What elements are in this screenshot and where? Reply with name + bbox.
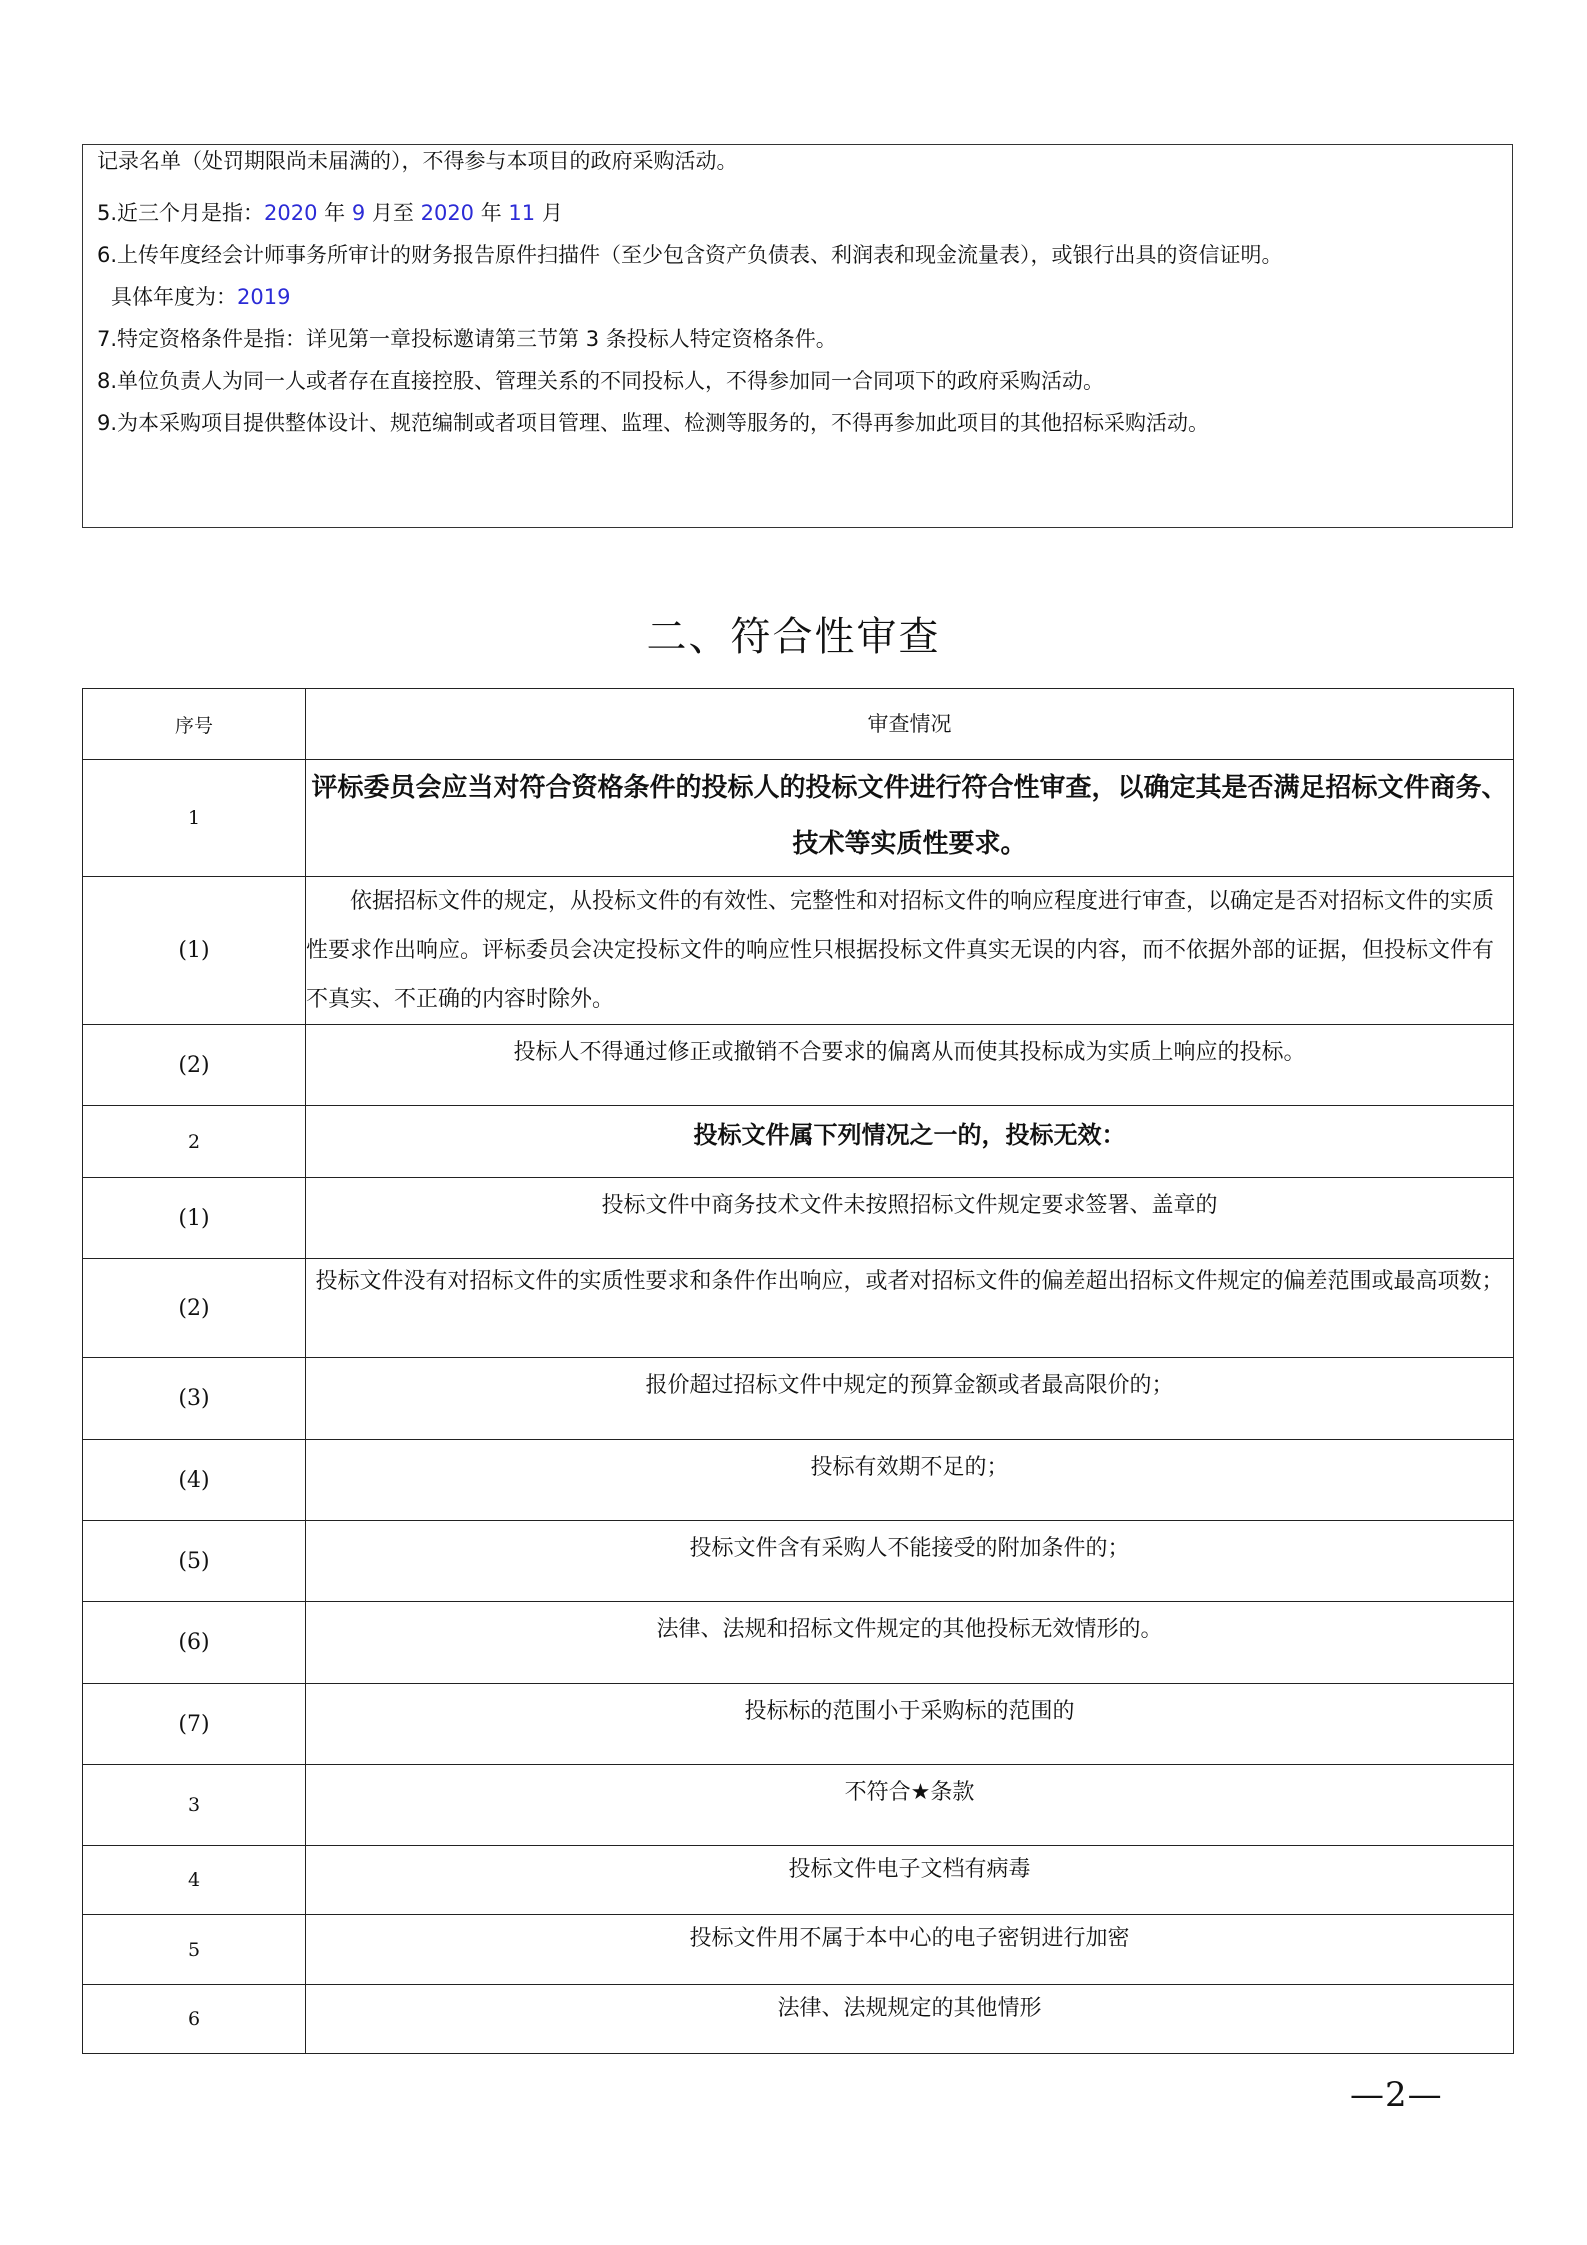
row-content: 法律、法规和招标文件规定的其他投标无效情形的。	[306, 1602, 1514, 1684]
table-row	[83, 1358, 1514, 1440]
fiscal-year-label: 具体年度为：	[111, 285, 237, 309]
row-num: 1	[83, 760, 306, 877]
note-line-design-service: 9.为本采购项目提供整体设计、规范编制或者项目管理、监理、检测等服务的，不得再参加此项目的其他招标采购活动。	[97, 411, 1210, 435]
fiscal-year-value: 2019	[237, 285, 291, 309]
year-word-2: 年	[474, 201, 509, 225]
row-num: (2)	[83, 1259, 306, 1358]
row-content: 投标有效期不足的；	[306, 1440, 1514, 1521]
table-row	[83, 1259, 1514, 1358]
row-content: 报价超过招标文件中规定的预算金额或者最高限价的；	[306, 1358, 1514, 1440]
section-title: 二、符合性审查	[646, 614, 941, 660]
row-content: 投标文件中商务技术文件未按照招标文件规定要求签署、盖章的	[306, 1178, 1514, 1259]
row-num: (3)	[83, 1358, 306, 1440]
row-num: (5)	[83, 1521, 306, 1602]
row-num: (1)	[83, 877, 306, 1025]
row-num: 6	[83, 1985, 306, 2054]
row-content: 投标文件属下列情况之一的，投标无效：	[306, 1106, 1514, 1178]
note-line-recent-three-months	[97, 199, 563, 227]
row-num: (2)	[83, 1025, 306, 1106]
note-line-special-qualification: 7.特定资格条件是指：详见第一章投标邀请第三节第 3 条投标人特定资格条件。	[97, 327, 837, 351]
table-row	[83, 1985, 1514, 2054]
row-content: 依据招标文件的规定，从投标文件的有效性、完整性和对招标文件的响应程度进行审查，以确定是否对招标文件的实质性要求作出响应。评标委员会决定投标文件的响应性只根据投标文件真实无误的内容，而不依据外部的证据，但投标文件有不真实、不正确的内容时除外。	[306, 877, 1514, 1025]
row-num: (6)	[83, 1602, 306, 1684]
from-year: 2020	[264, 201, 318, 225]
row-num: 5	[83, 1915, 306, 1985]
header-content: 审查情况	[306, 689, 1514, 760]
row-content: 投标标的范围小于采购标的范围的	[306, 1684, 1514, 1765]
row-num: 4	[83, 1846, 306, 1915]
table-row	[83, 1521, 1514, 1602]
table-row	[83, 1106, 1514, 1178]
table-row	[83, 1602, 1514, 1684]
note-line-fiscal-year	[111, 283, 290, 311]
row-content: 不符合★条款	[306, 1765, 1514, 1846]
qualification-notes-box	[82, 144, 1513, 528]
note-5-label: 5.近三个月是指：	[97, 201, 265, 225]
compliance-review-table	[82, 688, 1514, 2054]
table-row	[83, 1915, 1514, 1985]
from-month: 9	[351, 201, 366, 225]
row-content: 投标文件没有对招标文件的实质性要求和条件作出响应，或者对招标文件的偏差超出招标文件规定的偏差范围或最高项数；	[306, 1259, 1514, 1358]
table-header-row	[83, 689, 1514, 760]
row-num: (4)	[83, 1440, 306, 1521]
table-row	[83, 1765, 1514, 1846]
note-line-same-legal-rep: 8.单位负责人为同一人或者存在直接控股、管理关系的不同投标人，不得参加同一合同项下的政府采购活动。	[97, 369, 1105, 393]
row-content: 投标人不得通过修正或撤销不合要求的偏离从而使其投标成为实质上响应的投标。	[306, 1025, 1514, 1106]
note-line-blacklist: 记录名单（处罚期限尚未届满的），不得参与本项目的政府采购活动。	[97, 149, 738, 173]
table-row	[83, 1684, 1514, 1765]
to-year: 2020	[420, 201, 475, 225]
row-content: 评标委员会应当对符合资格条件的投标人的投标文件进行符合性审查，以确定其是否满足招标文件商务、技术等实质性要求。	[306, 760, 1514, 877]
month-word: 月	[535, 201, 563, 225]
year-word-1: 年	[317, 201, 352, 225]
table-row	[83, 877, 1514, 1025]
row-num: (1)	[83, 1178, 306, 1259]
note-line-financial-report: 6.上传年度经会计师事务所审计的财务报告原件扫描件（至少包含资产负债表、利润表和现金流量表），或银行出具的资信证明。	[97, 243, 1283, 267]
table-row	[83, 760, 1514, 877]
table-row	[83, 1178, 1514, 1259]
row-content: 投标文件用不属于本中心的电子密钥进行加密	[306, 1915, 1514, 1985]
header-num: 序号	[83, 689, 306, 760]
page-number: —2—	[1350, 2075, 1443, 2115]
row-content: 投标文件含有采购人不能接受的附加条件的；	[306, 1521, 1514, 1602]
to-month: 11	[508, 201, 536, 225]
month-to-word: 月至	[365, 201, 421, 225]
row-num: (7)	[83, 1684, 306, 1765]
row-content: 法律、法规规定的其他情形	[306, 1985, 1514, 2054]
table-row	[83, 1440, 1514, 1521]
table-row	[83, 1846, 1514, 1915]
row-content: 投标文件电子文档有病毒	[306, 1846, 1514, 1915]
row-num: 2	[83, 1106, 306, 1178]
table-row	[83, 1025, 1514, 1106]
row-num: 3	[83, 1765, 306, 1846]
